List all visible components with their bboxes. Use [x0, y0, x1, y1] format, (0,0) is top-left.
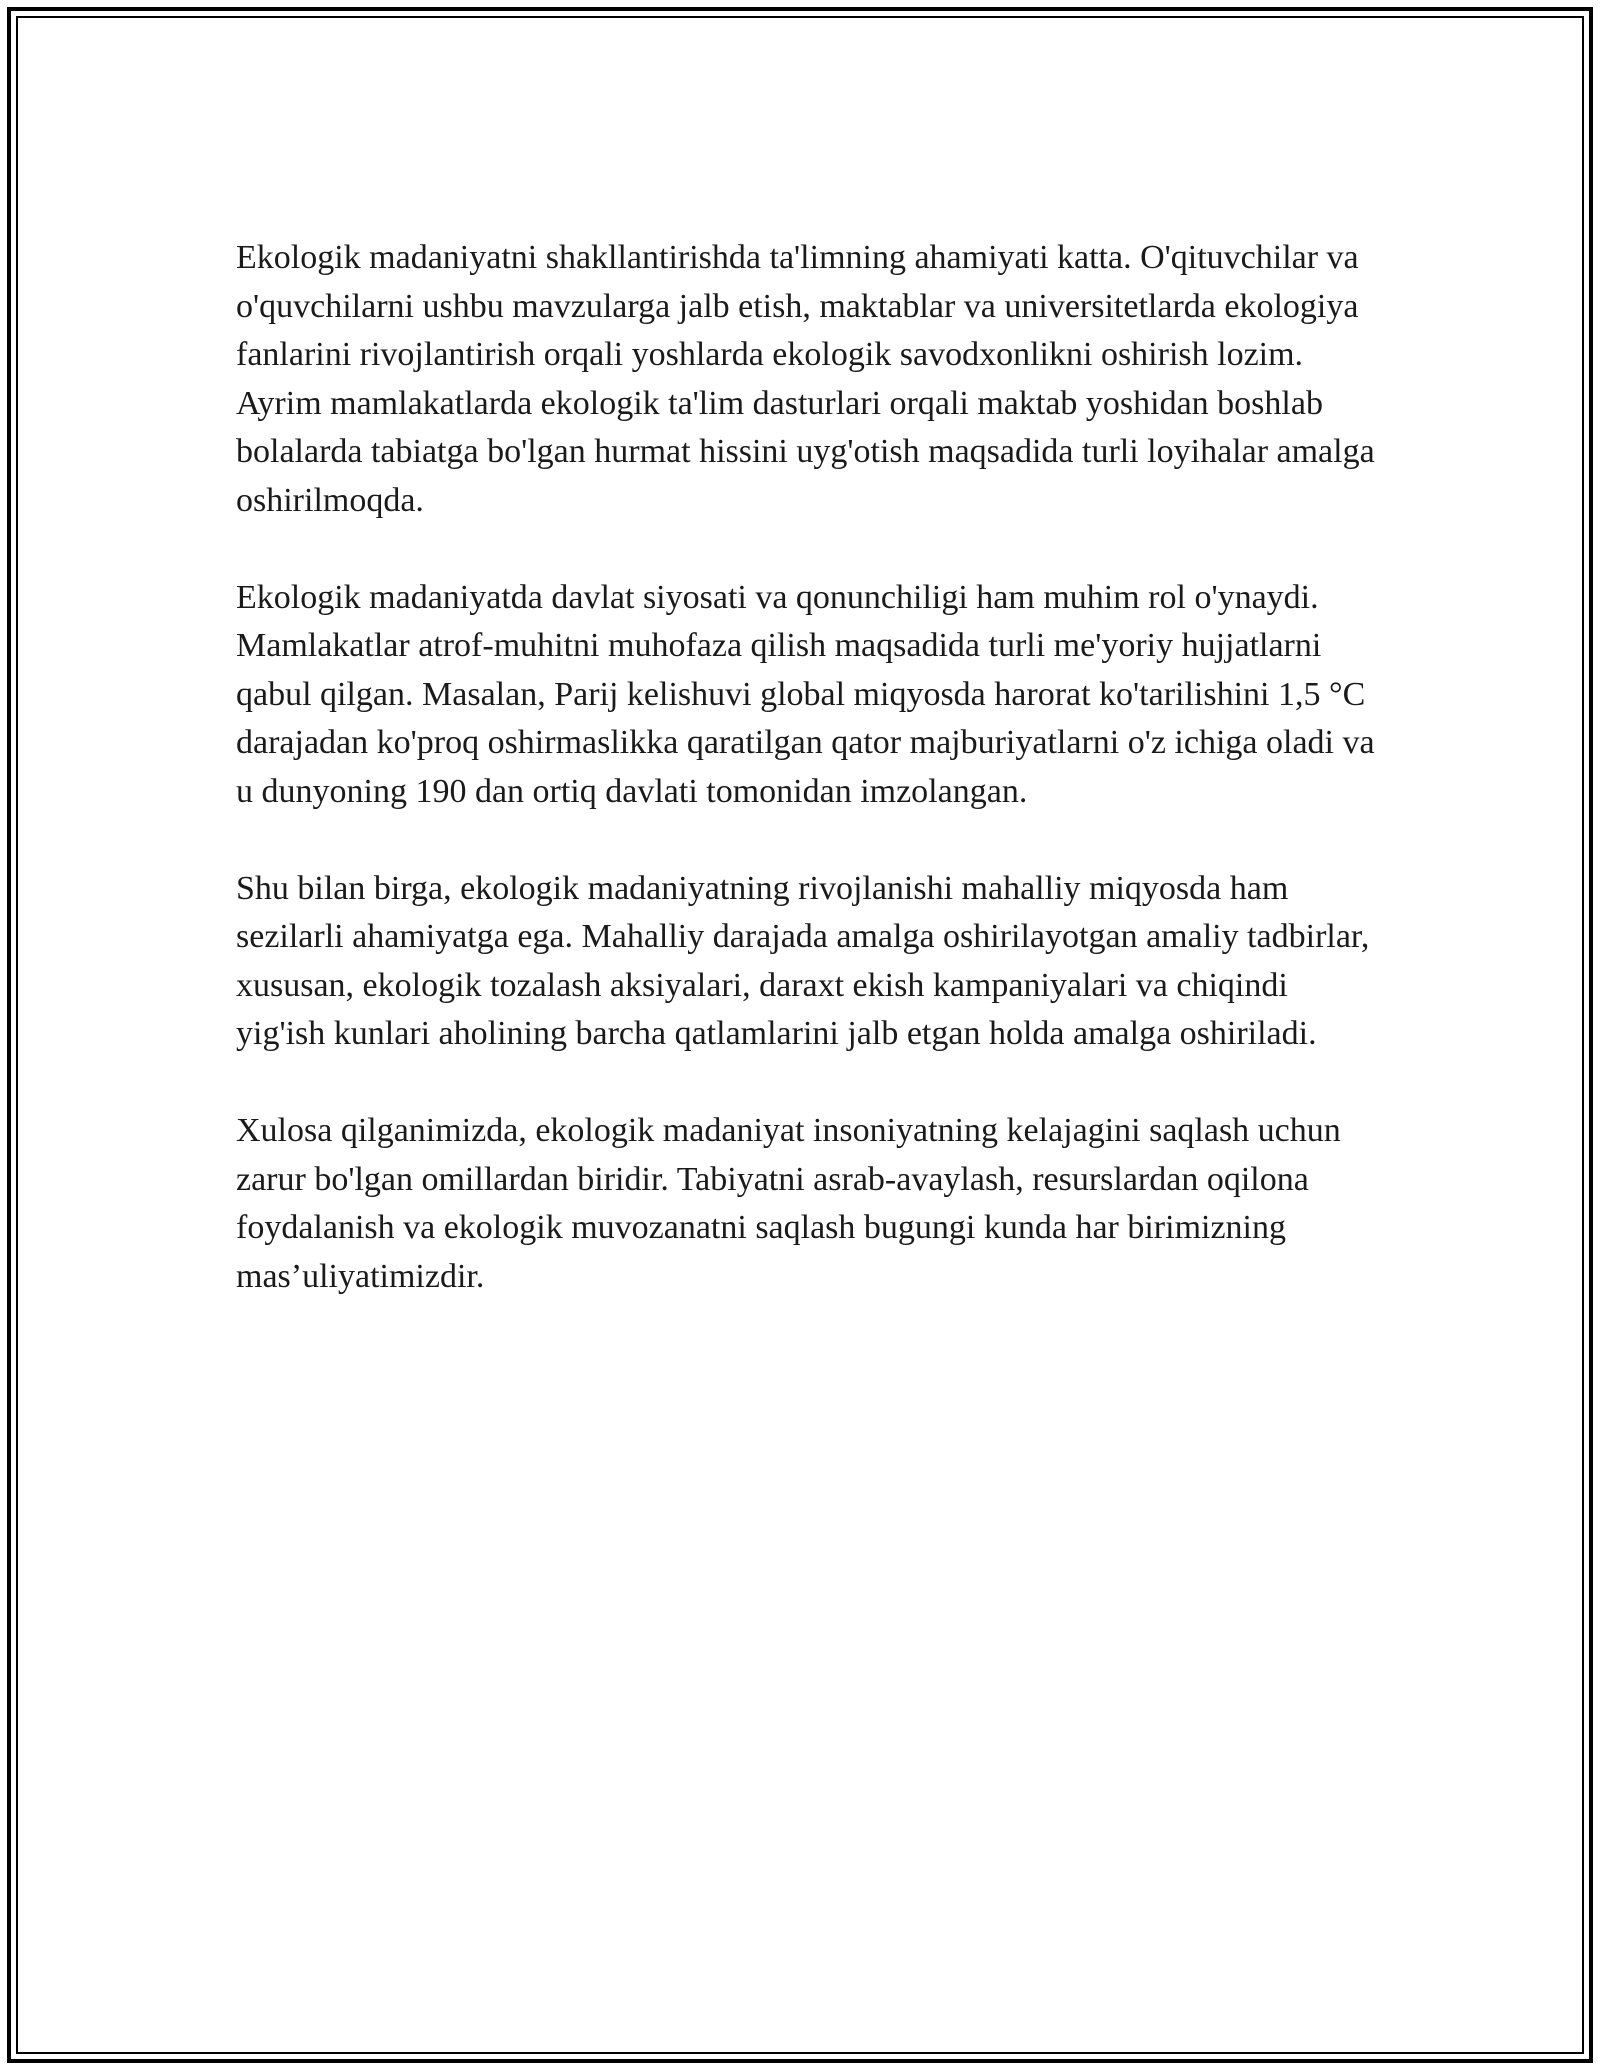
paragraph-state-policy: Ekologik madaniyatda davlat siyosati va qonunchiligi ham muhim rol o'ynaydi. Mamlakatlar atrof-muhitni muhofaza qilish maqsadida turli me'yoriy hujjatlarni qabul qilgan. Masalan, Parij kelishuvi global miqyosda harorat ko'tarilishini 1,5 °C darajadan ko'proq oshirmaslikka qaratilgan qator majburiyatlarni o'z ichiga oladi va u dunyoning 190 dan ortiq davlati tomonidan imzolangan.: [236, 578, 1375, 810]
paragraph-local-level: Shu bilan birga, ekologik madaniyatning rivojlanishi mahalliy miqyosda ham sezilarli ahamiyatga ega. Mahalliy darajada amalga oshirilayotgan amaliy tadbirlar, xususan, ekologik tozalash aksiyalari, daraxt ekish kampaniyalari va chiqindi yig'ish kunlari aholining barcha qatlamlarini jalb etgan holda amalga oshiriladi.: [236, 869, 1370, 1052]
document-body: [236, 234, 1376, 1350]
paragraph-education: Ekologik madaniyatni shakllantirishda ta'limning ahamiyati katta. O'qituvchilar va o'quvchilarni ushbu mavzularga jalb etish, maktablar va universitetlarda ekologiya fanlarini rivojlantirish orqali yoshlarda ekologik savodxonlikni oshirish lozim. Ayrim mamlakatlarda ekologik ta'lim dasturlari orqali maktab yoshidan boshlab bolalarda tabiatga bo'lgan hurmat hissini uyg'otish maqsadida turli loyihalar amalga oshirilmoqda.: [236, 239, 1375, 519]
paragraph-conclusion: Xulosa qilganimizda, ekologik madaniyat insoniyatning kelajagini saqlash uchun zarur bo'lgan omillardan biridir. Tabiyatni asrab-avaylash, resurslardan oqilona foydalanish va ekologik muvozanatni saqlash bugungi kunda har birimizning mas’uliyatimizdir.: [236, 1112, 1341, 1295]
